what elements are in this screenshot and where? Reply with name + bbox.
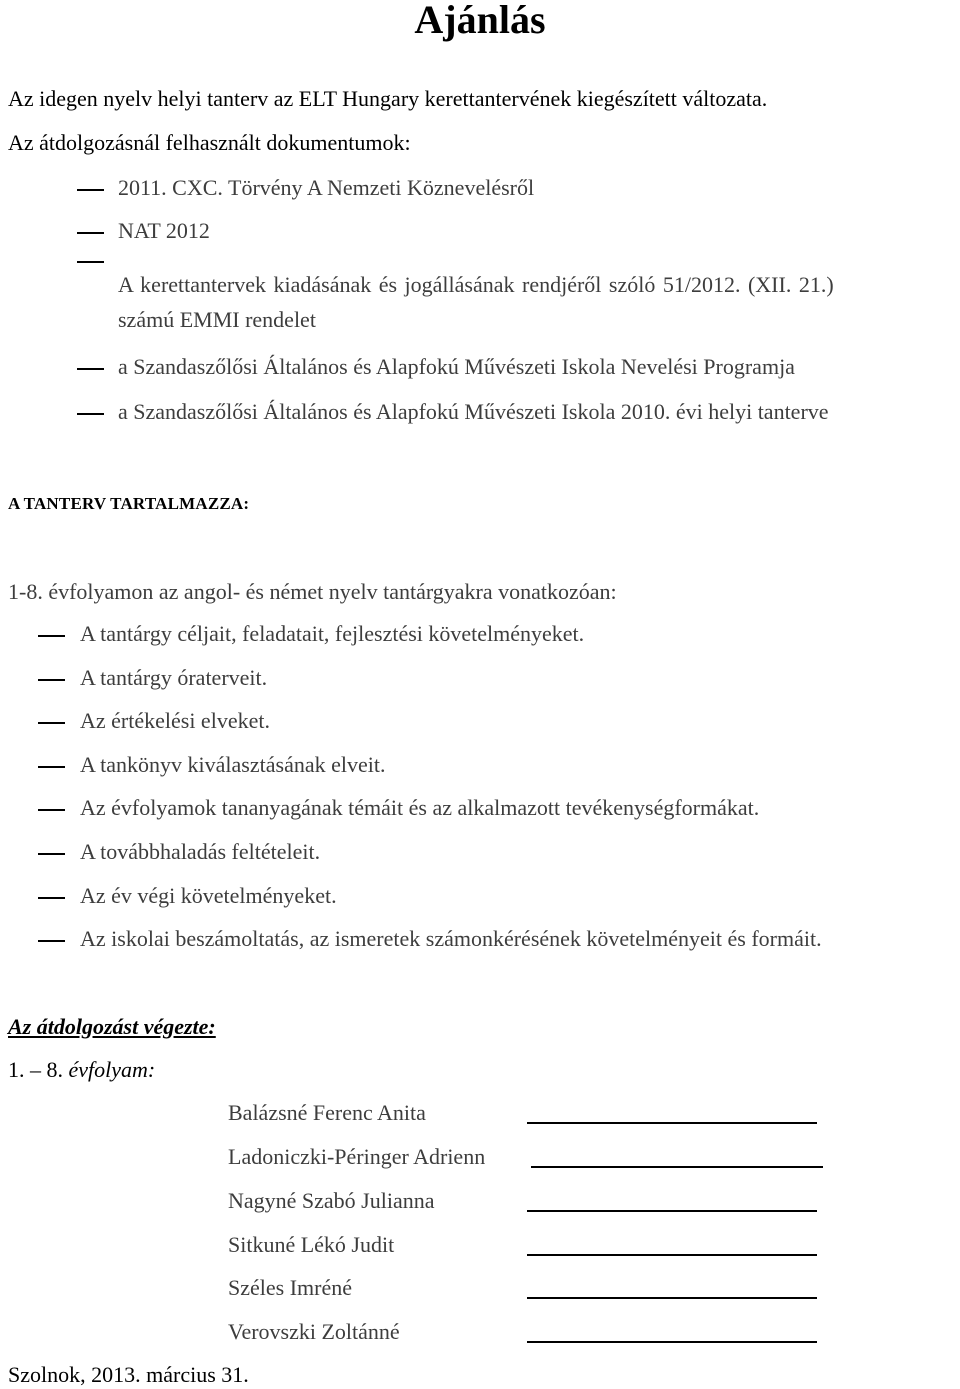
author-name: Sitkuné Lékó Judit bbox=[228, 1232, 395, 1257]
revision-heading: Az átdolgozást végezte: bbox=[8, 1014, 216, 1039]
signature-line bbox=[527, 1122, 817, 1124]
list-dash bbox=[77, 232, 104, 234]
list-dash bbox=[38, 940, 65, 942]
intro-line-1: Az idegen nyelv helyi tanterv az ELT Hungary kerettantervének kiegészített változata. bbox=[8, 86, 768, 111]
content-item: A továbbhaladás feltételeit. bbox=[80, 839, 321, 864]
author-name: Széles Imréné bbox=[228, 1275, 352, 1300]
signature-line bbox=[527, 1210, 817, 1212]
content-item: A tantárgy óraterveit. bbox=[80, 665, 268, 690]
list-dash bbox=[38, 853, 65, 855]
author-name: Nagyné Szabó Julianna bbox=[228, 1188, 435, 1213]
content-item: Az év végi követelményeket. bbox=[80, 883, 337, 908]
content-item: Az iskolai beszámoltatás, az ismeretek számonkérésének követelményeit és formáit. bbox=[80, 926, 822, 951]
list-dash bbox=[77, 368, 104, 370]
document-item: a Szandaszőlősi Általános és Alapfokú Művészeti Iskola Nevelési Programja bbox=[118, 354, 795, 379]
grade-range bbox=[8, 1057, 155, 1083]
document-item: A kerettantervek kiadásának és jogállásának rendjéről szóló 51/2012. (XII. 21.) bbox=[118, 272, 834, 297]
signature-line bbox=[527, 1254, 817, 1256]
content-item: A tantárgy céljait, feladatait, fejlesztési követelményeket. bbox=[80, 621, 585, 646]
list-dash bbox=[77, 189, 104, 191]
list-dash bbox=[77, 261, 104, 263]
signature-line bbox=[531, 1166, 823, 1168]
list-dash bbox=[38, 635, 65, 637]
grade-range-word: évfolyam: bbox=[68, 1057, 156, 1082]
intro-line-2: Az átdolgozásnál felhasznált dokumentumok: bbox=[8, 130, 411, 155]
signature-line bbox=[527, 1341, 817, 1343]
list-dash bbox=[38, 897, 65, 899]
grade-range-numbers: 1. – 8. bbox=[8, 1057, 69, 1082]
content-item: Az évfolyamok tananyagának témáit és az alkalmazott tevékenységformákat. bbox=[80, 795, 760, 820]
author-name: Verovszki Zoltánné bbox=[228, 1319, 400, 1344]
document-item: 2011. CXC. Törvény A Nemzeti Köznevelésről bbox=[118, 175, 535, 200]
list-dash bbox=[38, 722, 65, 724]
section-heading: A TANTERV TARTALMAZZA: bbox=[8, 494, 250, 513]
list-dash bbox=[38, 766, 65, 768]
document-item: a Szandaszőlősi Általános és Alapfokú Művészeti Iskola 2010. évi helyi tanterve bbox=[118, 399, 829, 424]
grades-line: 1-8. évfolyamon az angol- és német nyelv tantárgyakra vonatkozóan: bbox=[8, 579, 617, 604]
content-item: A tankönyv kiválasztásának elveit. bbox=[80, 752, 386, 777]
list-dash bbox=[38, 809, 65, 811]
author-name: Balázsné Ferenc Anita bbox=[228, 1100, 426, 1125]
document-item: NAT 2012 bbox=[118, 218, 210, 243]
content-item: Az értékelési elveket. bbox=[80, 708, 270, 733]
list-dash bbox=[38, 679, 65, 681]
document-item-continuation: számú EMMI rendelet bbox=[118, 307, 316, 332]
author-name: Ladoniczki-Péringer Adrienn bbox=[228, 1144, 486, 1169]
signature-line bbox=[527, 1297, 817, 1299]
place-date: Szolnok, 2013. március 31. bbox=[8, 1362, 249, 1387]
list-dash bbox=[77, 413, 104, 415]
page-title: Ajánlás bbox=[414, 0, 546, 42]
